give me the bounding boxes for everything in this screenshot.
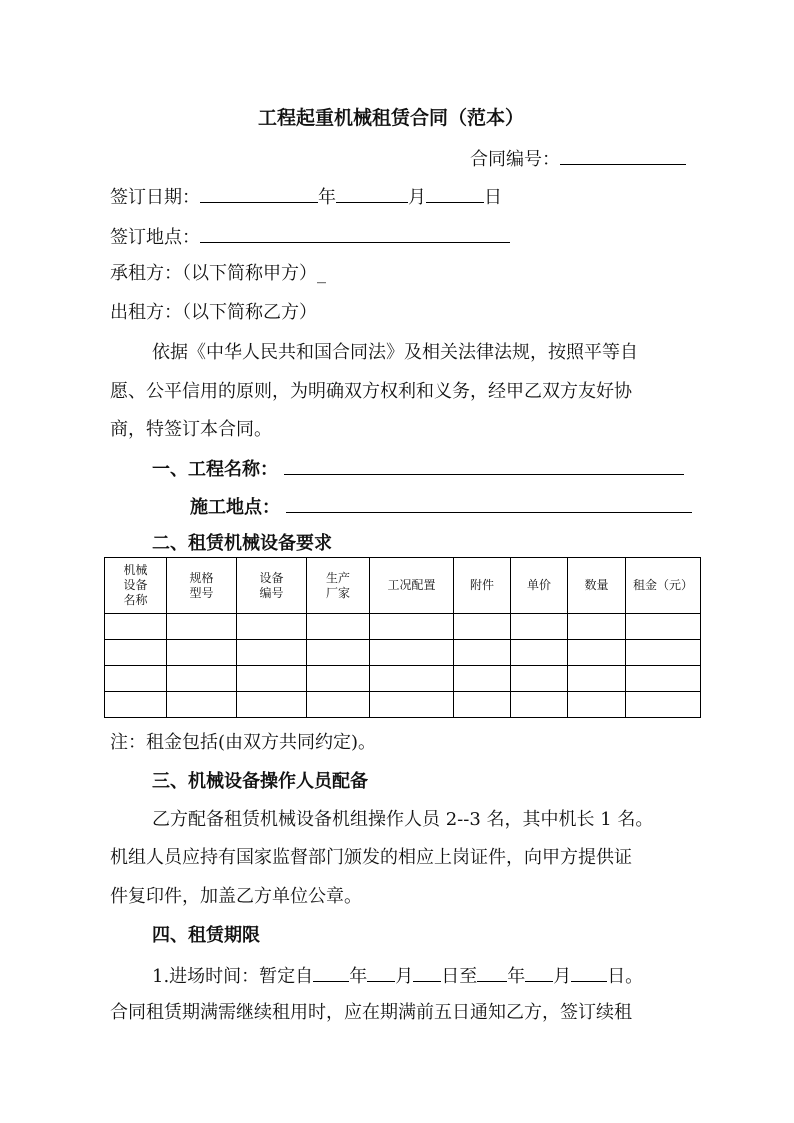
table-cell[interactable]: [454, 692, 511, 718]
entry-time-line: [152, 963, 643, 989]
table-cell[interactable]: [105, 614, 167, 640]
section3-line-3: 件复印件，加盖乙方单位公章。: [110, 886, 362, 907]
table-cell[interactable]: [370, 666, 454, 692]
project-name-blank[interactable]: [284, 456, 684, 475]
section3-line-1: 乙方配备租赁机械设备机组操作人员 2--3 名，其中机长 1 名。: [152, 809, 654, 830]
section4-heading: 四、租赁期限: [152, 925, 260, 946]
table-cell[interactable]: [167, 614, 237, 640]
table-cell[interactable]: [626, 614, 701, 640]
section1-line: [152, 456, 684, 482]
table-row: [105, 692, 701, 718]
lessee-line: 承租方：（以下简称甲方）_: [110, 263, 326, 284]
table-cell[interactable]: [454, 666, 511, 692]
start-day-unit: 日: [441, 966, 460, 987]
site-line: [190, 494, 692, 520]
table-cell[interactable]: [105, 666, 167, 692]
sign-place-line: [110, 224, 510, 250]
end-day-unit: 日。: [607, 966, 644, 987]
table-cell[interactable]: [105, 640, 167, 666]
sign-date-day-unit: 日: [484, 187, 502, 208]
table-cell[interactable]: [307, 692, 370, 718]
table-header-row: [105, 558, 701, 614]
contract-number-label: 合同编号：: [470, 149, 560, 170]
lessor-line: 出租方：（以下简称乙方）: [110, 302, 317, 323]
table-cell[interactable]: [237, 640, 307, 666]
sign-date-year-blank[interactable]: [200, 184, 318, 203]
sign-date-label: 签订日期：: [110, 187, 200, 208]
section3-line-2: 机组人员应持有国家监督部门颁发的相应上岗证件，向甲方提供证: [110, 847, 632, 868]
sign-date-month-unit: 月: [408, 187, 426, 208]
entry-time-label: 1.进场时间：暂定自: [152, 966, 314, 987]
site-label: 施工地点：: [190, 497, 280, 518]
col-header: 数量: [568, 558, 626, 614]
table-cell[interactable]: [568, 614, 626, 640]
table-cell[interactable]: [167, 640, 237, 666]
table-row: [105, 614, 701, 640]
col-header: 机械设备名称: [105, 558, 167, 614]
col-header: 设备编号: [237, 558, 307, 614]
table-cell[interactable]: [626, 692, 701, 718]
table-cell[interactable]: [568, 666, 626, 692]
sign-place-label: 签订地点：: [110, 227, 200, 248]
section1-heading: 一、工程名称：: [152, 459, 278, 480]
col-header: 附件: [454, 558, 511, 614]
table-cell[interactable]: [307, 614, 370, 640]
section3-heading: 三、机械设备操作人员配备: [152, 771, 368, 792]
table-cell[interactable]: [237, 614, 307, 640]
rent-note: 注：租金包括(由双方共同约定)。: [110, 732, 377, 753]
contract-number-blank[interactable]: [560, 146, 686, 165]
table-cell[interactable]: [370, 692, 454, 718]
table-cell[interactable]: [105, 692, 167, 718]
col-header: 租金（元）: [626, 558, 701, 614]
table-cell[interactable]: [370, 640, 454, 666]
end-year-unit: 年: [507, 966, 526, 987]
table-cell[interactable]: [454, 614, 511, 640]
sign-date-day-blank[interactable]: [426, 184, 484, 203]
table-cell[interactable]: [237, 692, 307, 718]
start-month-blank[interactable]: [367, 963, 395, 982]
end-year-blank[interactable]: [477, 963, 507, 982]
table-cell[interactable]: [454, 640, 511, 666]
sign-place-blank[interactable]: [200, 224, 510, 243]
page-title: 工程起重机械租赁合同（范本）: [258, 107, 525, 129]
table-cell[interactable]: [307, 666, 370, 692]
col-header: 工况配置: [370, 558, 454, 614]
table-cell[interactable]: [237, 666, 307, 692]
col-header: 生产厂家: [307, 558, 370, 614]
table-cell[interactable]: [370, 614, 454, 640]
intro-line-3: 商，特签订本合同。: [110, 419, 272, 440]
table-cell[interactable]: [568, 640, 626, 666]
start-month-unit: 月: [395, 966, 414, 987]
start-year-unit: 年: [349, 966, 368, 987]
section4-line-2: 合同租赁期满需继续租用时，应在期满前五日通知乙方，签订续租: [110, 1002, 632, 1023]
table-cell[interactable]: [568, 692, 626, 718]
table-cell[interactable]: [167, 666, 237, 692]
start-day-blank[interactable]: [413, 963, 441, 982]
table-cell[interactable]: [511, 692, 568, 718]
table-cell[interactable]: [167, 692, 237, 718]
table-row: [105, 640, 701, 666]
table-cell[interactable]: [626, 666, 701, 692]
table-row: [105, 666, 701, 692]
sign-date-line: [110, 184, 502, 210]
intro-line-1: 依据《中华人民共和国合同法》及相关法律法规，按照平等自: [152, 342, 638, 363]
end-month-blank[interactable]: [525, 963, 553, 982]
site-blank[interactable]: [286, 494, 692, 513]
table-cell[interactable]: [511, 640, 568, 666]
section2-heading: 二、租赁机械设备要求: [152, 533, 332, 554]
col-header: 规格型号: [167, 558, 237, 614]
sign-date-month-blank[interactable]: [336, 184, 408, 203]
equipment-table: [104, 557, 701, 718]
end-month-unit: 月: [553, 966, 572, 987]
table-cell[interactable]: [626, 640, 701, 666]
table-cell[interactable]: [511, 614, 568, 640]
table-cell[interactable]: [511, 666, 568, 692]
start-year-blank[interactable]: [313, 963, 349, 982]
table-cell[interactable]: [307, 640, 370, 666]
col-header: 单价: [511, 558, 568, 614]
contract-number-line: [470, 146, 686, 172]
intro-line-2: 愿、公平信用的原则，为明确双方权利和义务，经甲乙双方友好协: [110, 381, 632, 402]
end-day-blank[interactable]: [571, 963, 607, 982]
to-label: 至: [459, 966, 478, 987]
sign-date-year-unit: 年: [318, 187, 336, 208]
